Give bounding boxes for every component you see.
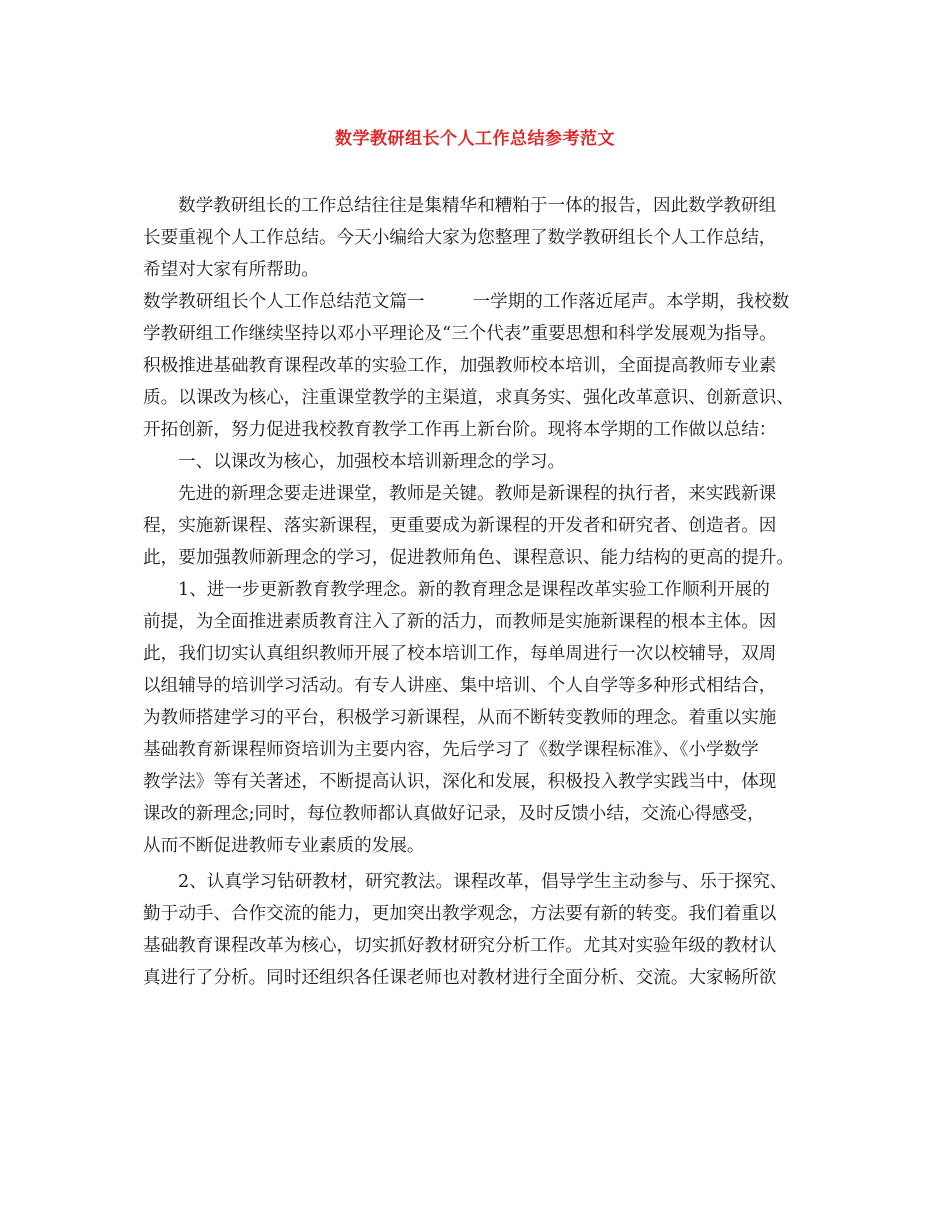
paragraph-line: 为教师搭建学习的平台，积极学习新课程，从而不断转变教师的理念。着重以实施 <box>143 708 777 728</box>
paragraph-line: 积极推进基础教育课程改革的实验工作，加强教师校本培训，全面提高教师专业素 <box>143 356 777 376</box>
paragraph-line: 开拓创新，努力促进我校教育教学工作再上新台阶。现将本学期的工作做以总结： <box>143 420 777 440</box>
paragraph-line: 前提，为全面推进素质教育注入了新的活力，而教师是实施新课程的根本主体。因 <box>143 612 777 632</box>
paragraph-line: 课改的新理念;同时，每位教师都认真做好记录，及时反馈小结，交流心得感受， <box>143 804 765 824</box>
paragraph-line: 真进行了分析。同时还组织各任课老师也对教材进行全面分析、交流。大家畅所欲 <box>143 968 777 988</box>
paragraph-line: 1、进一步更新教育教学理念。新的教育理念是课程改革实验工作顺利开展的 <box>178 580 770 600</box>
paragraph-line: 此，我们切实认真组织教师开展了校本培训工作，每单周进行一次以校辅导，双周 <box>143 644 777 664</box>
paragraph-line: 质。以课改为核心，注重课堂教学的主渠道，求真务实、强化改革意识、创新意识、 <box>143 388 794 408</box>
paragraph-line: 先进的新理念要走进课堂，教师是关键。教师是新课程的执行者，来实践新课 <box>178 484 777 504</box>
paragraph-line: 数学教研组长的工作总结往往是集精华和糟粕于一体的报告，因此数学教研组 <box>178 196 777 216</box>
paragraph-line: 此，要加强教师新理念的学习，促进教师角色、课程意识、能力结构的更高的提升。 <box>143 548 794 568</box>
paragraph-line: 基础教育课程改革为核心，切实抓好教材研究分析工作。尤其对实验年级的教材认 <box>143 936 777 956</box>
paragraph-line: 以组辅导的培训学习活动。有专人讲座、集中培训、个人自学等多种形式相结合， <box>143 676 777 696</box>
section-heading-line <box>143 286 833 318</box>
paragraph-line: 程，实施新课程、落实新课程，更重要成为新课程的开发者和研究者、创造者。因 <box>143 516 777 536</box>
paragraph-line: 希望对大家有所帮助。 <box>143 260 319 280</box>
paragraph-line: 基础教育新课程师资培训为主要内容，先后学习了《数学课程标准》、《小学数学 <box>143 740 759 760</box>
paragraph-line: 教学法》等有关著述，不断提高认识，深化和发展，积极投入教学实践当中，体现 <box>143 772 777 792</box>
paragraph-line: 2、认真学习钻研教材，研究教法。课程改革，倡导学生主动参与、乐于探究、 <box>178 872 788 892</box>
paragraph-line: 学教研组工作继续坚持以邓小平理论及“三个代表”重要思想和科学发展观为指导。 <box>143 324 777 344</box>
document-body <box>143 190 833 994</box>
paragraph-line: 勤于动手、合作交流的能力，更加突出教学观念，方法要有新的转变。我们着重以 <box>143 904 777 924</box>
paragraph-line: 长要重视个人工作总结。今天小编给大家为您整理了数学教研组长个人工作总结， <box>143 228 777 248</box>
section-heading: 数学教研组长个人工作总结范文篇一 <box>143 292 425 312</box>
subsection-heading: 一、以课改为核心，加强校本培训新理念的学习。 <box>178 452 566 472</box>
document-title: 数学教研组长个人工作总结参考范文 <box>335 129 615 149</box>
paragraph-line: 一学期的工作落近尾声。本学期，我校数 <box>472 292 790 312</box>
paragraph-line: 从而不断促进教师专业素质的发展。 <box>143 836 425 856</box>
